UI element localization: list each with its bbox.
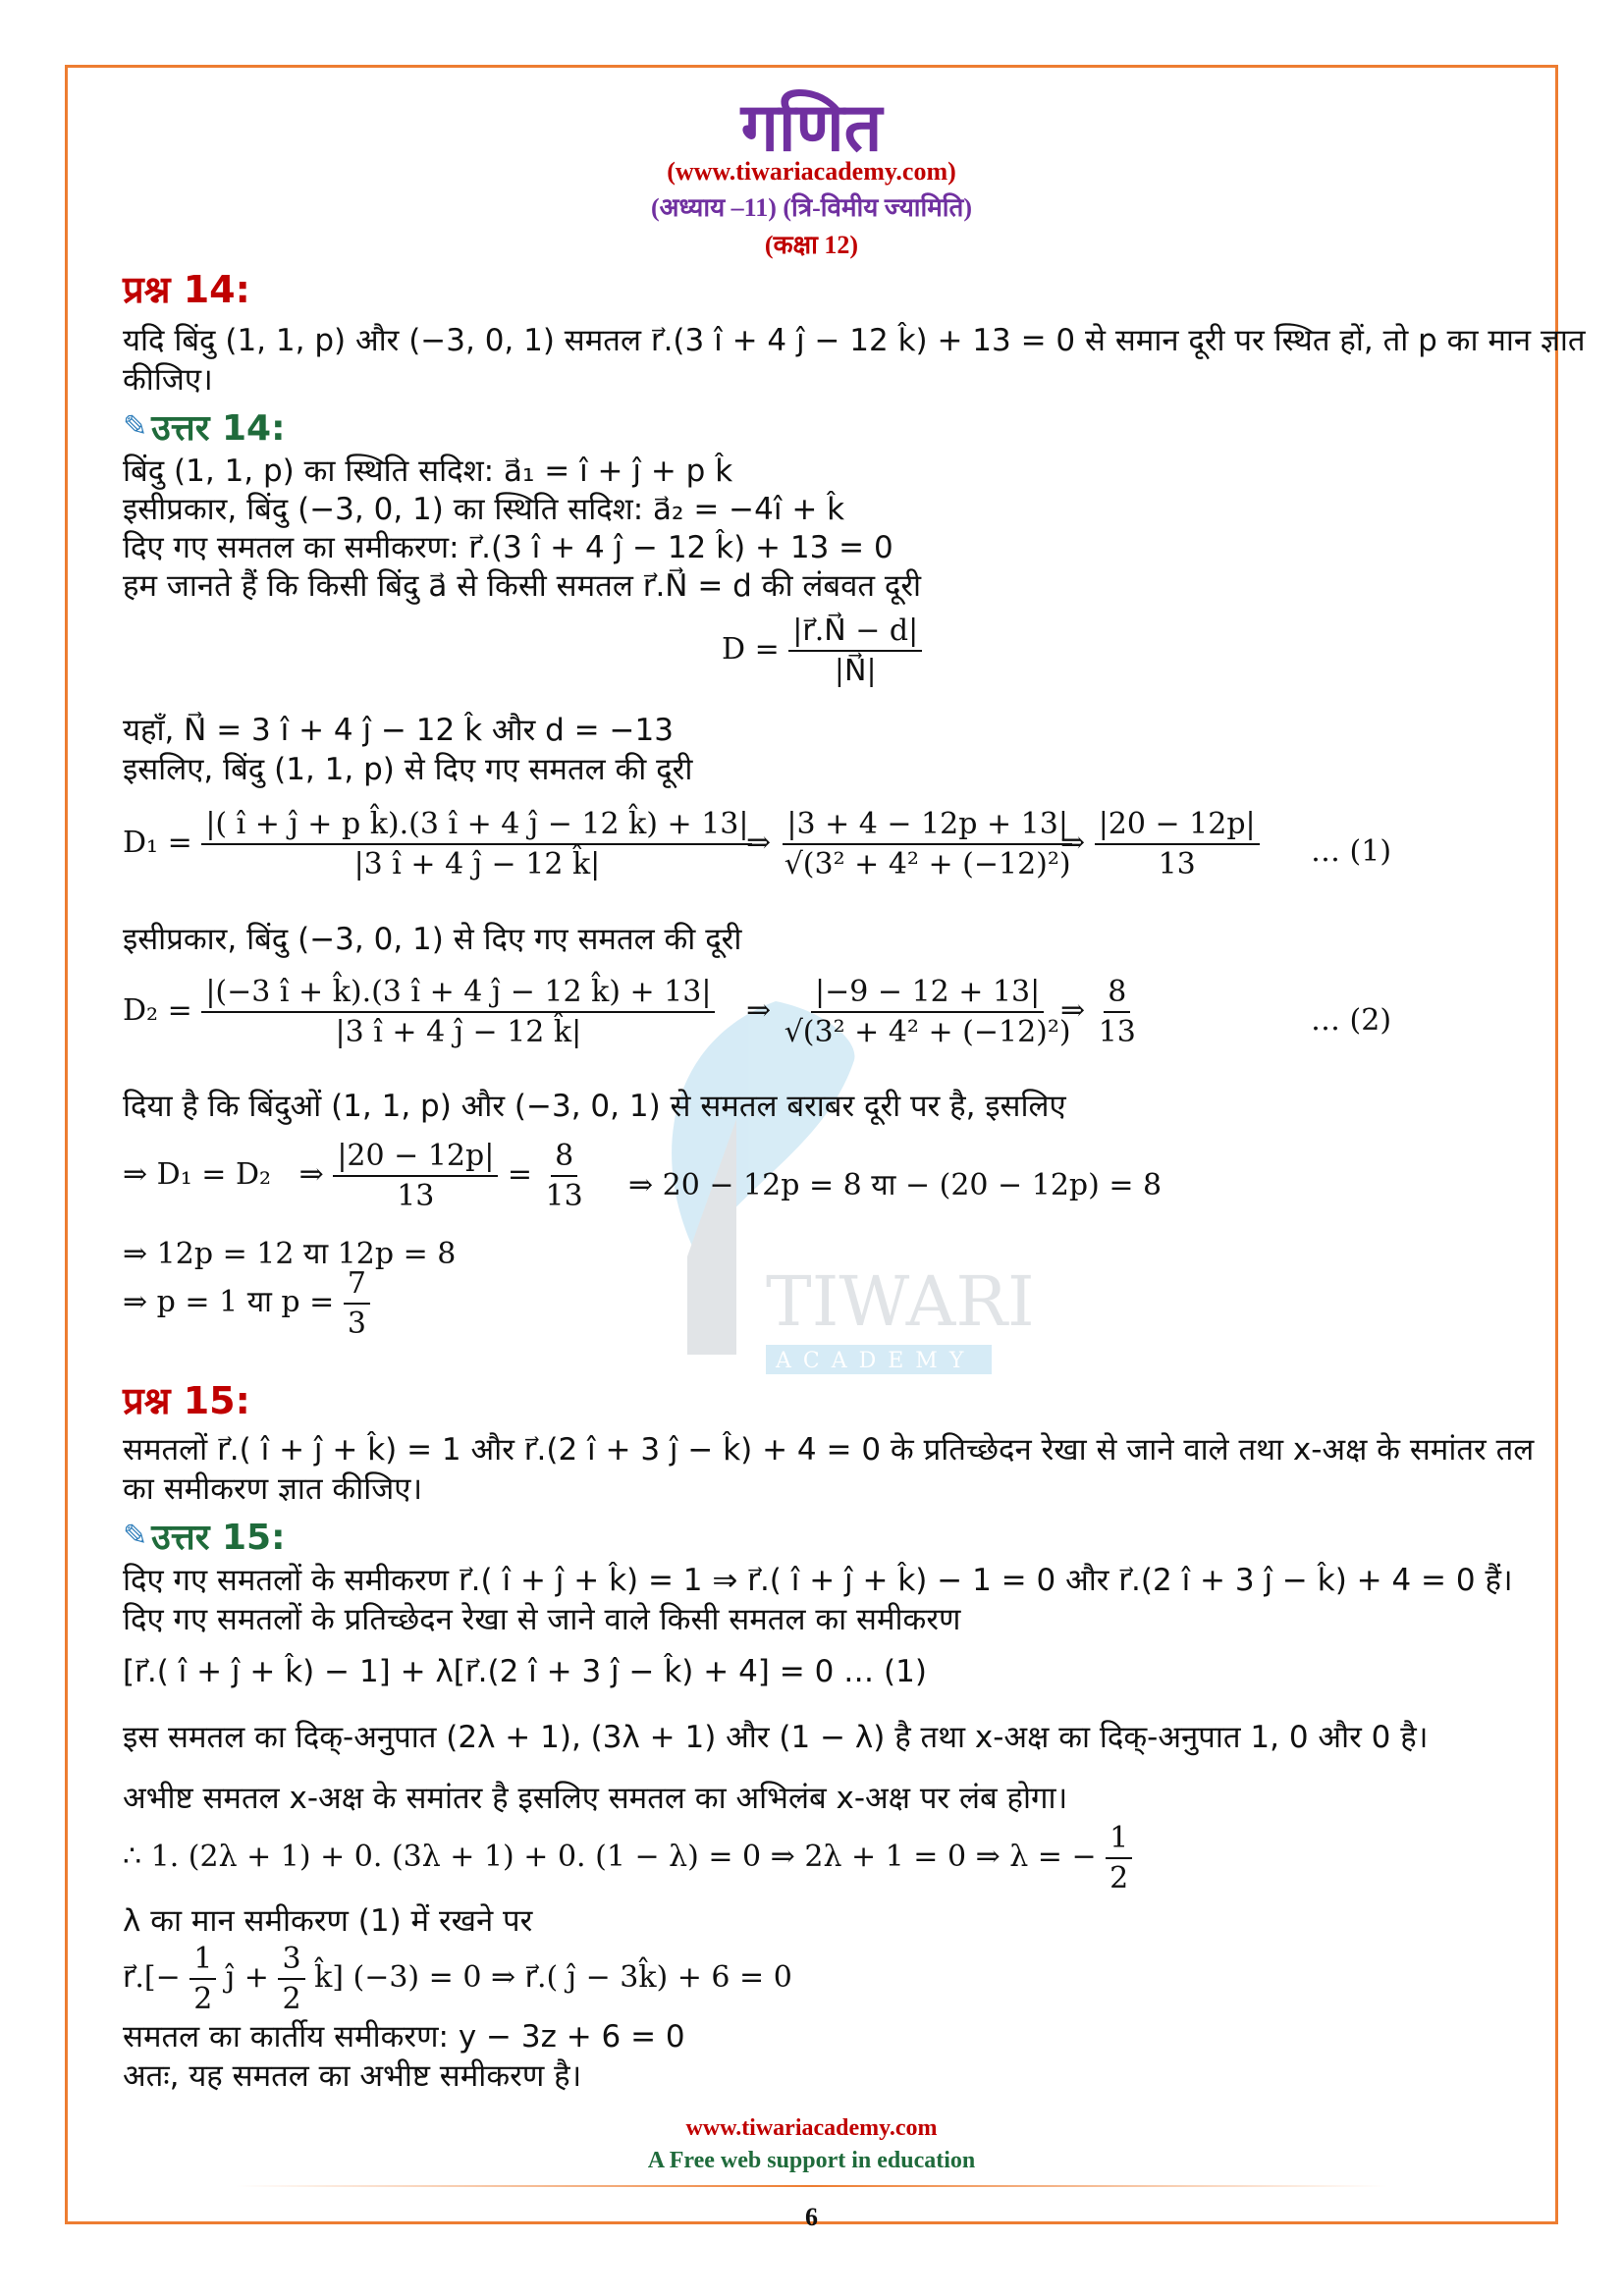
distance-formula: D = $\frac{|r⃗.N⃗ - d|}{|N⃗|}$ xyxy=(722,614,922,688)
answer-14-label: उत्तर 14: xyxy=(151,408,286,449)
question-14-heading: प्रश्न 14: xyxy=(123,268,250,311)
answer-15-line2: दिए गए समतलों के प्रतिच्छेदन रेखा से जाने वाले किसी समतल का समीकरण xyxy=(123,1602,961,1637)
question-14-text-line1: यदि बिंदु (1, 1, p) और (−3, 0, 1) समतल r⃗.(3 î + 4 ĵ − 12 k̂) + 13 = 0 से समान दूरी पर स्थित हों, तो p का मान ज्ञात xyxy=(123,323,1586,358)
answer-15-line3: [r⃗.( î + ĵ + k̂) − 1] + λ[r⃗.(2 î + 3 ĵ − k̂) + 4] = 0 … (1) xyxy=(123,1654,927,1689)
question-14-text-line2: कीजिए। xyxy=(123,362,213,398)
answer-15-line5: अभीष्ट समतल x-अक्ष के समांतर है इसलिए समतल का अभिलंब x-अक्ष पर लंब होगा। xyxy=(123,1781,1068,1816)
answer-15-label: उत्तर 15: xyxy=(151,1518,286,1558)
lambda-solve: ∴ 1. (2λ + 1) + 0. (3λ + 1) + 0. (1 − λ) = 0 ⇒ 2λ + 1 = 0 ⇒ λ = − $\frac{1}{2}$ xyxy=(123,1821,1132,1896)
answer-15-line1: दिए गए समतलों के समीकरण r⃗.( î + ĵ + k̂) = 1 ⇒ r⃗.( î + ĵ + k̂) − 1 = 0 और r⃗.(2 î + 3 ĵ − k̂) + 4 = 0 हैं। xyxy=(123,1563,1513,1598)
footer-tagline: A Free web support in education xyxy=(647,2148,976,2173)
answer-14-heading xyxy=(123,402,286,451)
class-label: (कक्षा 12) xyxy=(764,231,859,259)
answer-15-line4: इस समतल का दिक्-अनुपात (2λ + 1), (3λ + 1) और (1 − λ) है तथा x-अक्ष का दिक्-अनुपात 1, 0 और 0 है। xyxy=(123,1720,1429,1755)
D2-step: ⇒ $\frac{|-9 - 12 + 13|}{\text{√(3² + 4² + (−12)²)}}$ xyxy=(746,975,1071,1049)
answer-14-line4: हम जानते हैं कि किसी बिंदु a⃗ से किसी समतल r⃗.N⃗ = d की लंबवत दूरी xyxy=(123,568,922,604)
equation-number-2: … (2) xyxy=(1311,1003,1392,1038)
equation-number-1: … (1) xyxy=(1311,834,1392,869)
D2-formula: D₂ = $\frac{|(-3 î + k̂).(3 î + 4 ĵ - 12 k̂) + 13|}{|3 î + 4 ĵ - 12 k̂|}$ xyxy=(123,975,715,1049)
chapter-label: (अध्याय –11) (त्रि-विमीय ज्यामिति) xyxy=(650,193,973,222)
answer-14-line2: इसीप्रकार, बिंदु (−3, 0, 1) का स्थिति सदिश: a⃗₂ = −4î + k̂ xyxy=(123,492,845,527)
distance-point1-intro: इसलिए, बिंदु (1, 1, p) से दिए गए समतल की दूरी xyxy=(123,752,693,787)
D1-formula: D₁ = $\frac{\text{|( î + ĵ + p k̂).(3 î + 4 ĵ − 12 k̂) + 13|}}{|3 î + 4 ĵ - 12 k̂|}$ xyxy=(123,807,752,881)
cartesian-equation: समतल का कार्तीय समीकरण: y − 3z + 6 = 0 xyxy=(123,2019,685,2055)
footer-divider xyxy=(236,2185,1387,2187)
question-15-heading: प्रश्न 15: xyxy=(123,1379,250,1422)
final-statement: अतः, यह समतल का अभीष्ट समीकरण है। xyxy=(123,2058,582,2094)
substituted-plane: r⃗.[− $\frac{1}{2}$ ĵ + $\frac{3}{2}$ k̂] (−3) = 0 ⇒ r⃗.( ĵ − 3k̂) + 6 = 0 xyxy=(123,1942,792,2016)
page-title: गणित xyxy=(740,89,883,167)
answer-14-line3: दिए गए समतल का समीकरण: r⃗.(3 î + 4 ĵ − 12 k̂) + 13 = 0 xyxy=(123,530,893,565)
substitute-lambda-text: λ का मान समीकरण (1) में रखने पर xyxy=(123,1903,533,1939)
answer-14-line1: बिंदु (1, 1, p) का स्थिति सदिश: a⃗₁ = î + ĵ + p k̂ xyxy=(123,454,733,489)
footer-url: www.tiwariacademy.com xyxy=(685,2115,938,2141)
equate-distances: ⇒ D₁ = D₂ ⇒ $\frac{|20 - 12p|}{13}$ = $\frac{8}{13}$ xyxy=(123,1139,583,1213)
answer-15-heading xyxy=(123,1512,286,1560)
distance-point2-intro: इसीप्रकार, बिंदु (−3, 0, 1) से दिए गए समतल की दूरी xyxy=(123,922,742,957)
solve-step-1: ⇒ 20 − 12p = 8 या − (20 − 12p) = 8 xyxy=(628,1168,1163,1202)
page-number: 6 xyxy=(805,2203,818,2231)
D2-result: ⇒ $\frac{8}{13}$ xyxy=(1060,975,1136,1049)
equal-distance-statement: दिया है कि बिंदुओं (1, 1, p) और (−3, 0, 1) से समतल बराबर दूरी पर है, इसलिए xyxy=(123,1089,1066,1124)
website-label: (www.tiwariacademy.com) xyxy=(667,157,956,186)
solve-step-2: ⇒ 12p = 12 या 12p = 8 xyxy=(123,1237,457,1271)
D1-step: ⇒ $\frac{|3 + 4 - 12p + 13|}{\text{√(3² + 4² + (−12)²)}}$ xyxy=(746,807,1071,881)
D1-result: ⇒ $\frac{|20 - 12p|}{13}$ xyxy=(1060,807,1260,881)
pen-icon: ✎ xyxy=(123,1519,148,1553)
watermark-subtext: ACADEMY xyxy=(776,1349,976,1373)
watermark-text: TIWARI xyxy=(766,1261,1035,1342)
normal-vector-line: यहाँ, N⃗ = 3 î + 4 ĵ − 12 k̂ और d = −13 xyxy=(123,713,674,748)
question-15-text-line2: का समीकरण ज्ञात कीजिए। xyxy=(123,1471,423,1507)
solution-p: ⇒ p = 1 या p = $\frac{7}{3}$ xyxy=(123,1266,370,1341)
question-15-text-line1: समतलों r⃗.( î + ĵ + k̂) = 1 और r⃗.(2 î + 3 ĵ − k̂) + 4 = 0 के प्रतिच्छेदन रेखा से जाने वाले तथा x-अक्ष के समांतर तल xyxy=(123,1432,1535,1468)
pen-icon: ✎ xyxy=(123,409,148,444)
